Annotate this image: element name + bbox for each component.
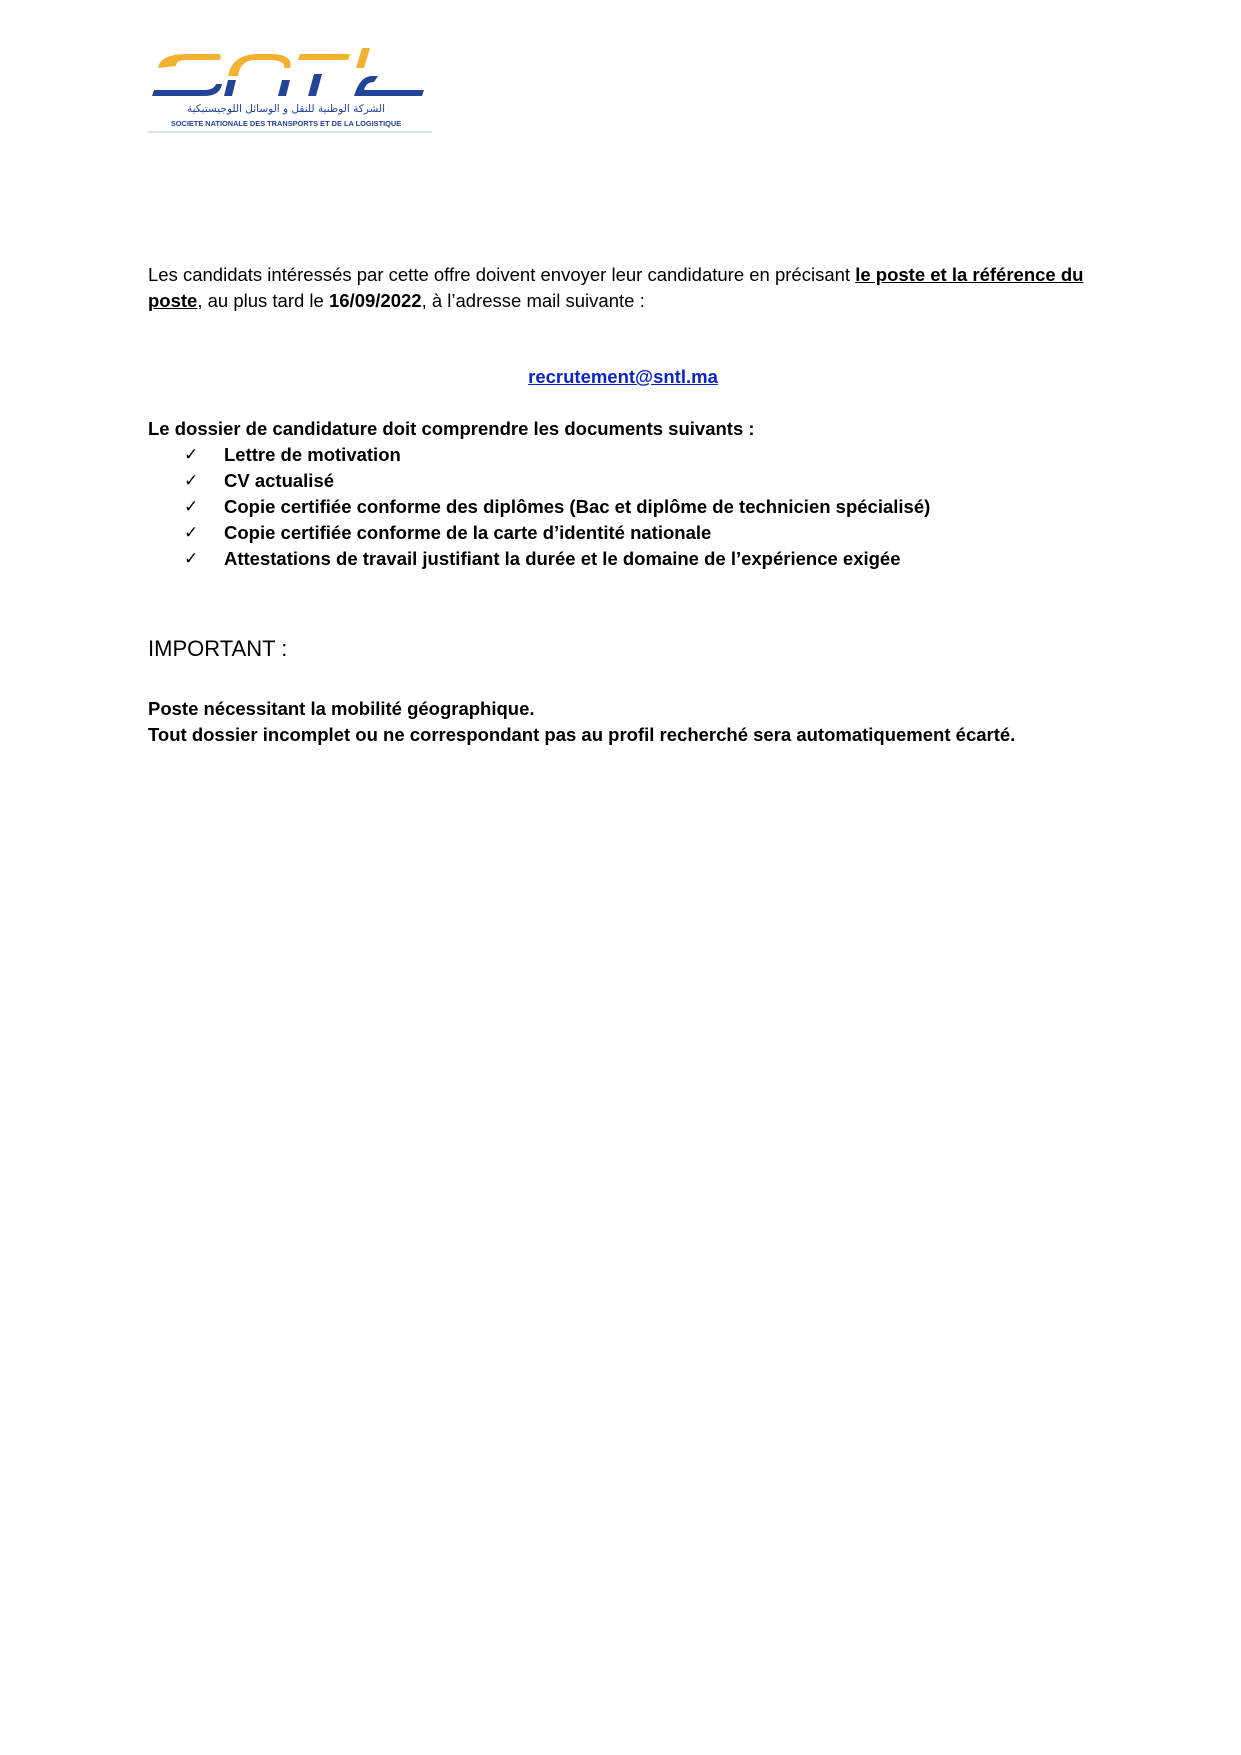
intro-emphasis: le poste et la référence du poste	[148, 264, 1084, 311]
checkmark-icon: ✓	[184, 549, 199, 569]
sntl-logo	[148, 46, 432, 136]
documents-list	[148, 442, 1098, 572]
intro-text-1: Les candidats intéressés par cette offre doivent envoyer leur candidature en précisant	[148, 264, 856, 285]
list-item	[148, 546, 1098, 572]
document-label: Copie certifiée conforme de la carte d’identité nationale	[224, 522, 712, 543]
sntl-logo-graphic	[148, 46, 432, 136]
list-item	[148, 442, 1098, 468]
intro-text-3: , à l’adresse mail suivante :	[421, 290, 645, 311]
logo-arabic-name: الشركة الوطنية للنقل و الوسائل اللوجيستيكية	[186, 103, 386, 115]
document-label: Copie certifiée conforme des diplômes (Bac et diplôme de technicien spécialisé)	[224, 496, 931, 517]
note-mobility: Poste nécessitant la mobilité géographique.	[148, 698, 535, 719]
list-item	[148, 468, 1098, 494]
intro-paragraph	[148, 262, 1098, 314]
list-item	[148, 494, 1098, 520]
document-label: CV actualisé	[224, 470, 335, 491]
note-incomplete: Tout dossier incomplet ou ne correspondant pas au profil recherché sera automatiquement écarté.	[148, 724, 1016, 745]
checkmark-icon: ✓	[184, 471, 199, 491]
documents-title: Le dossier de candidature doit comprendre les documents suivants :	[148, 418, 755, 439]
logo-french-name: SOCIETE NATIONALE DES TRANSPORTS ET DE LA LOGISTIQUE	[170, 119, 402, 128]
document-label: Lettre de motivation	[224, 444, 401, 465]
checkmark-icon: ✓	[184, 497, 199, 517]
checkmark-icon: ✓	[184, 445, 199, 465]
important-notes	[148, 696, 1148, 748]
email-link[interactable]: recrutement@sntl.ma	[528, 366, 718, 387]
email-line	[148, 364, 1098, 390]
intro-text-2: , au plus tard le	[197, 290, 329, 311]
document-label: Attestations de travail justifiant la durée et le domaine de l’expérience exigée	[224, 548, 901, 569]
important-heading: IMPORTANT :	[148, 636, 288, 661]
list-item	[148, 520, 1098, 546]
checkmark-icon: ✓	[184, 523, 199, 543]
deadline-date: 16/09/2022	[328, 290, 422, 311]
